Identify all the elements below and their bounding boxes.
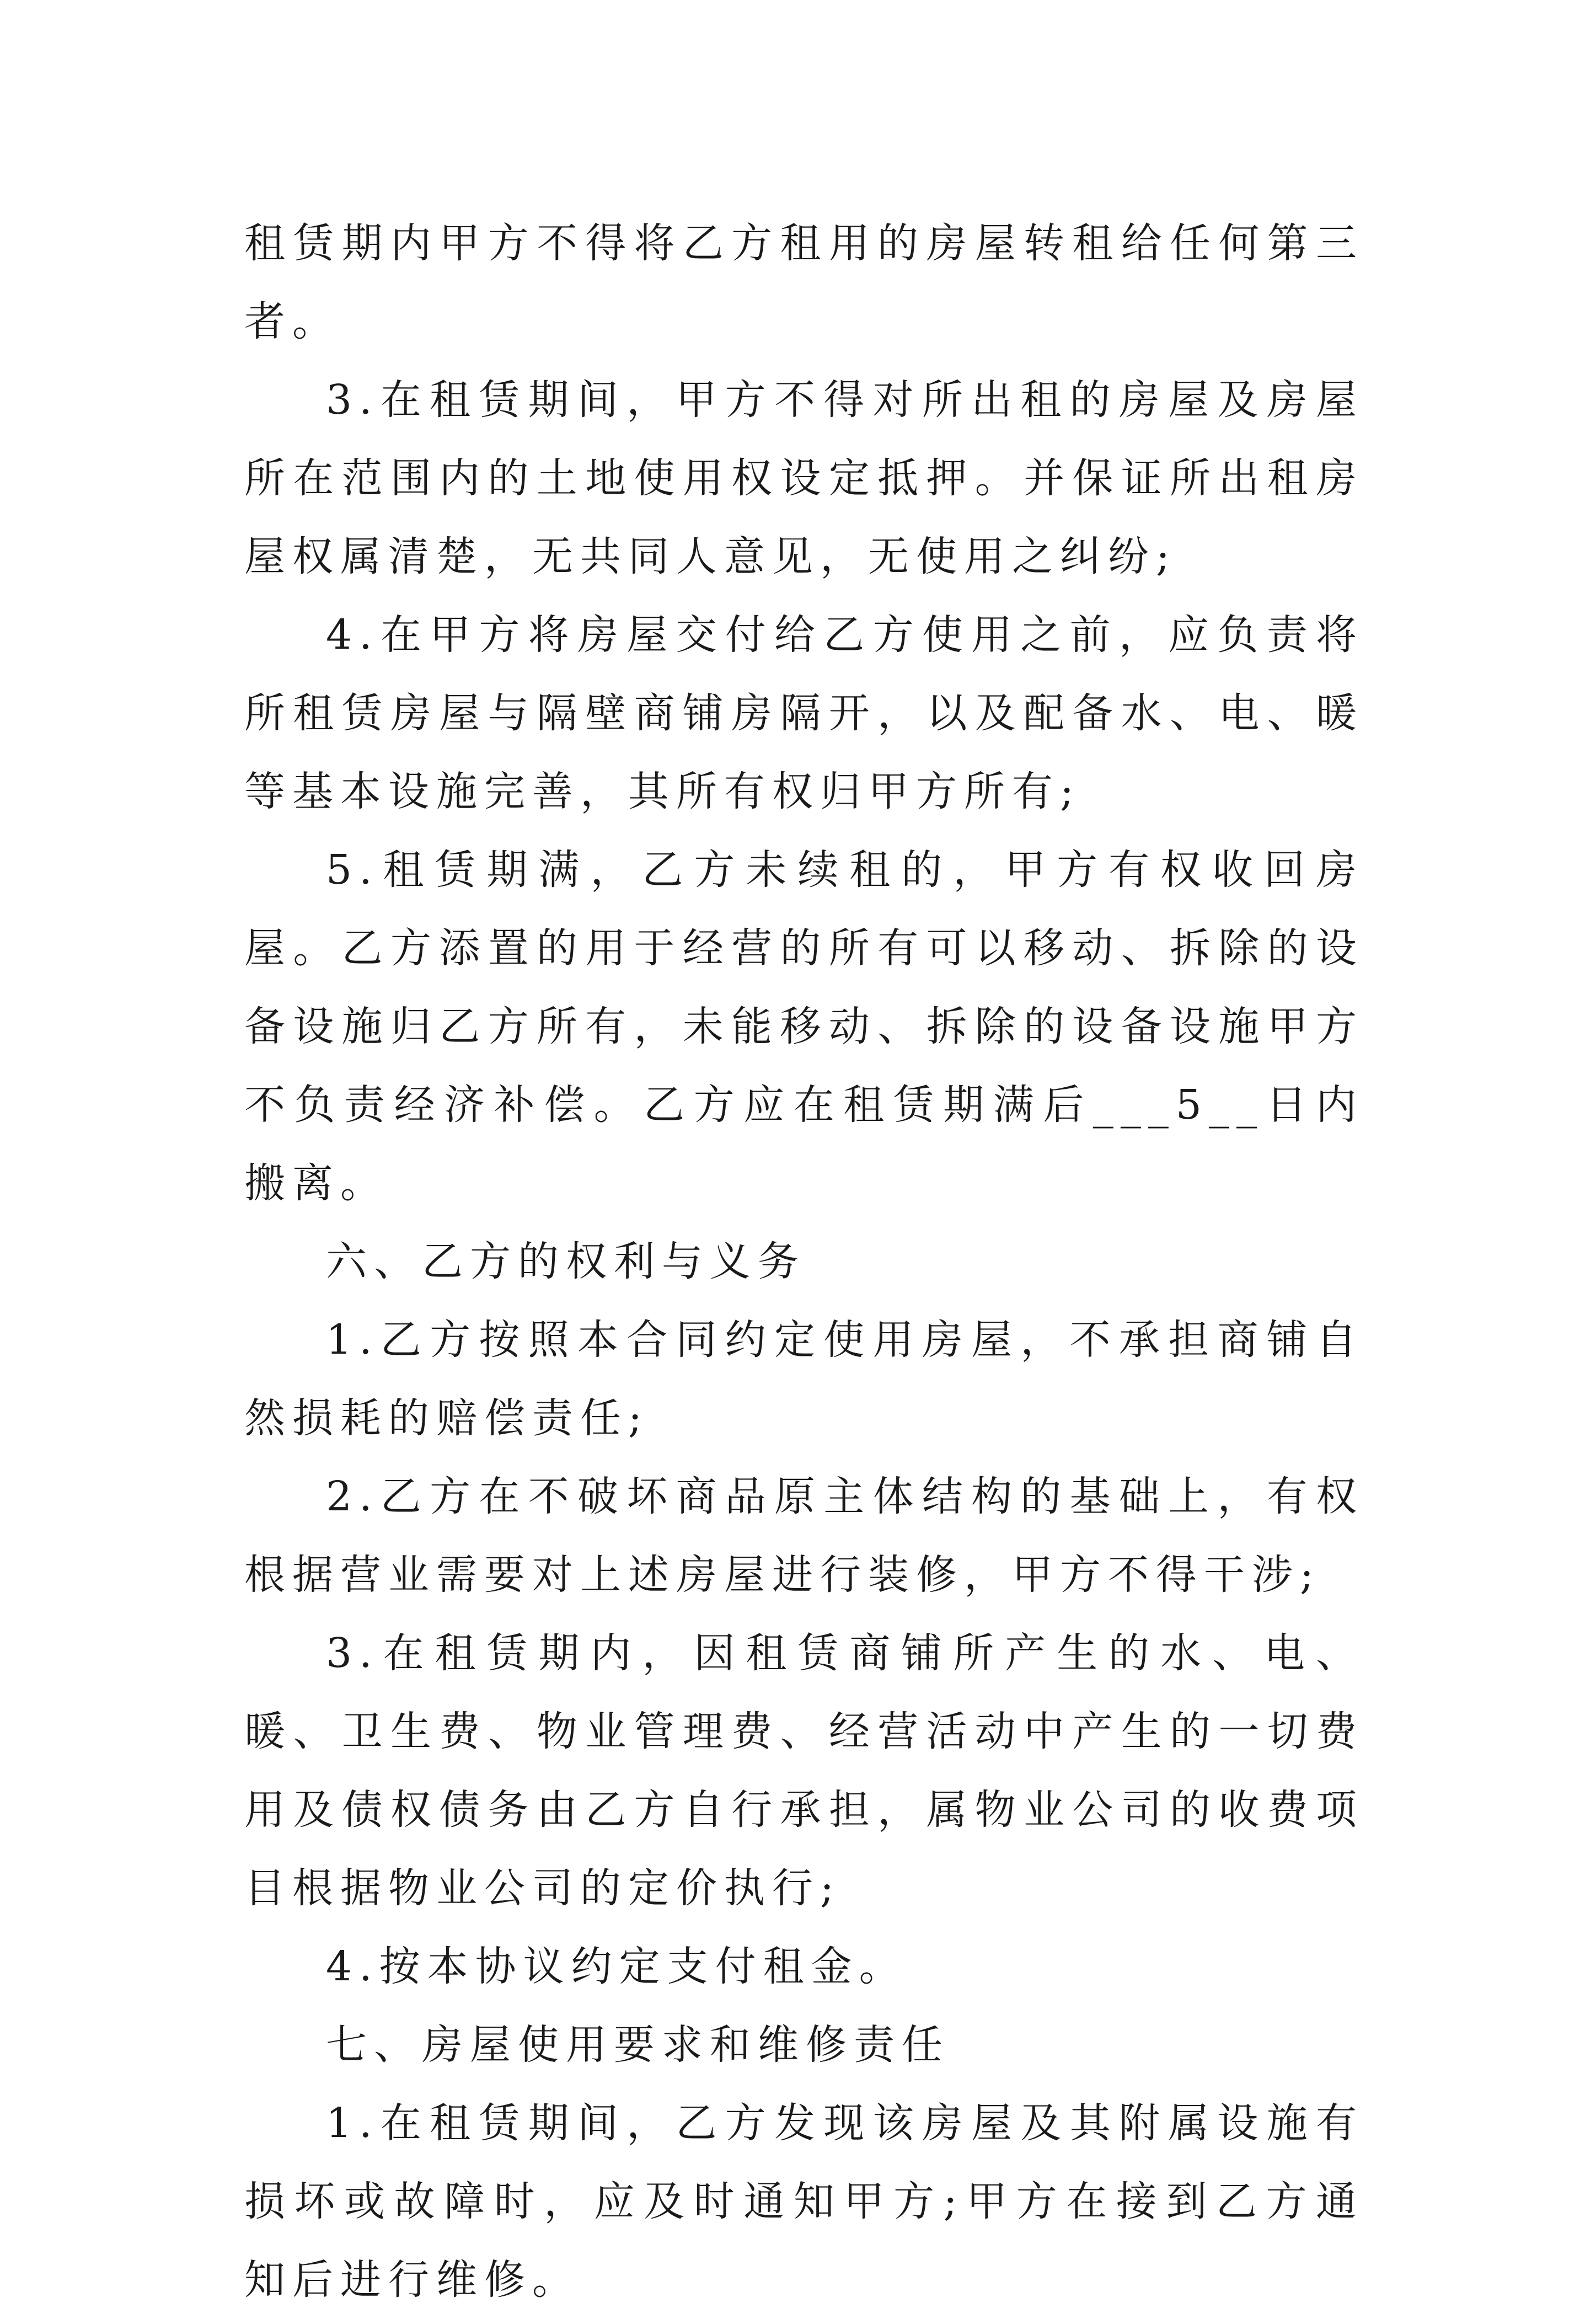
paragraph: 租赁期内甲方不得将乙方租用的房屋转租给任何第三者。	[244, 220, 1364, 345]
paragraph: 4.在甲方将房屋交付给乙方使用之前，应负责将所租赁房屋与隔壁商铺房隔开，以及配备水、电、暖等基本设施完善，其所有权归甲方所有;	[244, 611, 1364, 815]
paragraph: 2.乙方在不破坏商品原主体结构的基础上，有权根据营业需要对上述房屋进行装修，甲方不得干涉;	[244, 1473, 1364, 1599]
paragraph: 3.在租赁期间，甲方不得对所出租的房屋及房屋所在范围内的土地使用权设定抵押。并保证所出租房屋权属清楚，无共同人意见，无使用之纠纷;	[244, 376, 1364, 580]
paragraph: 5.租赁期满，乙方未续租的，甲方有权收回房屋。乙方添置的用于经营的所有可以移动、拆除的设备设施归乙方所有，未能移动、拆除的设备设施甲方不负责经济补偿。乙方应在租赁期满后___5__日内搬离。	[244, 846, 1364, 1207]
section-heading: 七、房屋使用要求和维修责任	[326, 2021, 950, 2069]
paragraph: 1.乙方按照本合同约定使用房屋，不承担商铺自然损耗的赔偿责任;	[244, 1316, 1364, 1442]
paragraph: 4.按本协议约定支付租金。	[326, 1943, 907, 1990]
document-body	[244, 204, 1364, 2319]
paragraph: 3.在租赁期内，因租赁商铺所产生的水、电、暖、卫生费、物业管理费、经营活动中产生的一切费用及债权债务由乙方自行承担，属物业公司的收费项目根据物业公司的定价执行;	[244, 1629, 1364, 1912]
paragraph: 1.在租赁期间，乙方发现该房屋及其附属设施有损坏或故障时，应及时通知甲方;甲方在接到乙方通知后进行维修。	[244, 2099, 1364, 2304]
section-heading: 六、乙方的权利与义务	[326, 1238, 806, 1285]
